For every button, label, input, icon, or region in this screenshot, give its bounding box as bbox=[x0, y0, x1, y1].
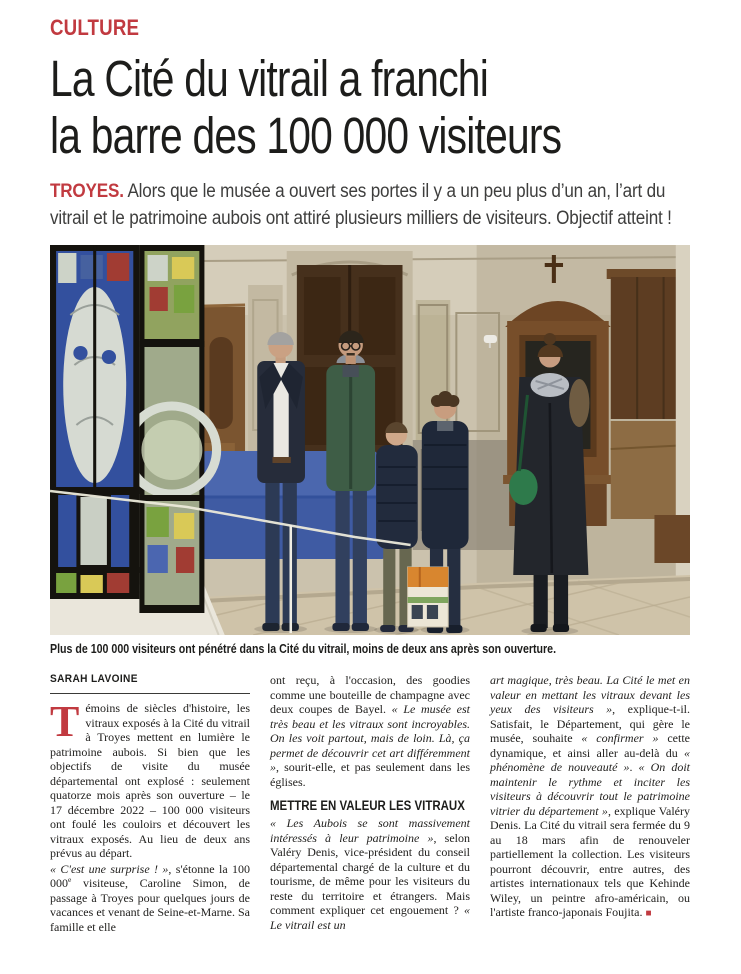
lede-text: Alors que le musée a ouvert ses portes il y a un peu plus d’un an, l’art du vitrail et le patrimoine aubois ont attiré plusieurs milliers de visiteurs. Objectif atteint ! bbox=[50, 181, 672, 229]
quote-segment: « Le musée est très beau et les vitraux sont incroyables. On les voit partout, mais de loin. Là, ça permet de découvrir cet art différemment » bbox=[270, 702, 470, 774]
byline: SARAH LAVOINE bbox=[50, 673, 138, 685]
article-column-2 bbox=[270, 673, 470, 934]
quote-segment: « On doit maintenir le rythme et inciter les visiteurs à découvrir tout le patrimoine vitrier du département » bbox=[490, 760, 690, 818]
photo-caption: Plus de 100 000 visiteurs ont pénétré dans la Cité du vitrail, moins de deux ans après son ouverture. bbox=[50, 642, 557, 656]
quote-segment: « C'est une surprise ! » bbox=[50, 861, 169, 876]
paragraph bbox=[50, 697, 250, 861]
quote-segment: « confirmer » bbox=[581, 731, 659, 745]
stained-glass-panels bbox=[50, 245, 217, 613]
headline-line2: la barre des 100 000 visiteurs bbox=[50, 107, 562, 164]
text-segment: , explique-t-il. Satisfait, le Département, qui gère le musée, souhaite bbox=[490, 702, 690, 745]
text-segment: ont reçu, à l'occasion, des goodies comme une bouteille de champagne avec deux coupes de Bayel. bbox=[270, 673, 470, 716]
article-body bbox=[50, 673, 690, 934]
text-segment: visiteuse, Caroline Simon, de passage à Troyes pour quelques jours de vacances et venant de Seine-et-Marne. Sa famille et elle bbox=[50, 876, 250, 934]
paragraph bbox=[50, 862, 250, 935]
text-segment: , explique Valéry Denis. La Cité du vitrail sera fermée du 9 au 18 mars afin de renouveler partiellement la collection. Les visiteurs pourront découvrir, entre autres, des artistes internationaux tels que Kehinde Wiley, un peintre afro-américain, ou l'artiste franco-japonais Foujita. bbox=[490, 803, 690, 919]
text-segment: , sourit-elle, et pas seulement dans les églises. bbox=[270, 760, 470, 789]
byline-rule bbox=[50, 693, 250, 694]
text-segment: émoins de siècles d'histoire, les vitraux exposés à la Cité du vitrail à Troyes mettent en lumière le patrimoine aubois. Si bien que les objectifs de visite du musée départemental ont explosé : seulement quatorze mois après son ouverture – le 17 décembre 2022 – 100 000 visiteurs ont foulé les couloirs et découvert les vitraux exposés. Au lieu de deux ans prévus au départ. bbox=[50, 701, 250, 860]
quote-segment: art magique, très beau. La Cité le met en valeur en mettant les vitraux devant les yeux des visiteurs » bbox=[490, 673, 690, 716]
text-segment: cette dynamique, et ainsi aller au-delà du bbox=[490, 731, 690, 760]
museum-photo-illustration bbox=[50, 245, 690, 635]
headline-line1: La Cité du vitrail a franchi bbox=[50, 50, 488, 107]
ordinal-superscript: e bbox=[68, 875, 72, 884]
paragraph bbox=[270, 816, 470, 932]
quote-segment: « Le vitrail est un bbox=[270, 903, 470, 932]
paragraph bbox=[490, 673, 690, 922]
text-segment: , s'étonne la 100 000 bbox=[50, 861, 251, 890]
quote-segment: « Les Aubois se sont massivement intéressés à leur patrimoine » bbox=[270, 816, 470, 845]
subhead: METTRE EN VALEUR LES VITRAUX bbox=[270, 798, 465, 813]
drop-cap: T bbox=[50, 697, 80, 746]
lede-location: TROYES. bbox=[50, 181, 124, 202]
quote-segment: « phénomène de nouveauté » bbox=[490, 745, 690, 774]
article-photo bbox=[50, 245, 690, 635]
paragraph bbox=[270, 673, 470, 789]
text-segment: . bbox=[629, 760, 639, 774]
section-kicker: CULTURE bbox=[50, 15, 140, 40]
headline bbox=[50, 50, 690, 164]
end-mark: ■ bbox=[645, 908, 652, 919]
text-segment: , selon Valéry Denis, vice-président du conseil départemental chargé de la culture et du tourisme, de même pour les visiteurs du reste du territoire et étrangers. Mais comment expliquer cet engouement ? bbox=[270, 830, 470, 917]
article-column-3 bbox=[490, 673, 690, 934]
lede bbox=[50, 179, 689, 232]
brochure-stack bbox=[408, 567, 449, 627]
article-column-1 bbox=[50, 673, 250, 934]
